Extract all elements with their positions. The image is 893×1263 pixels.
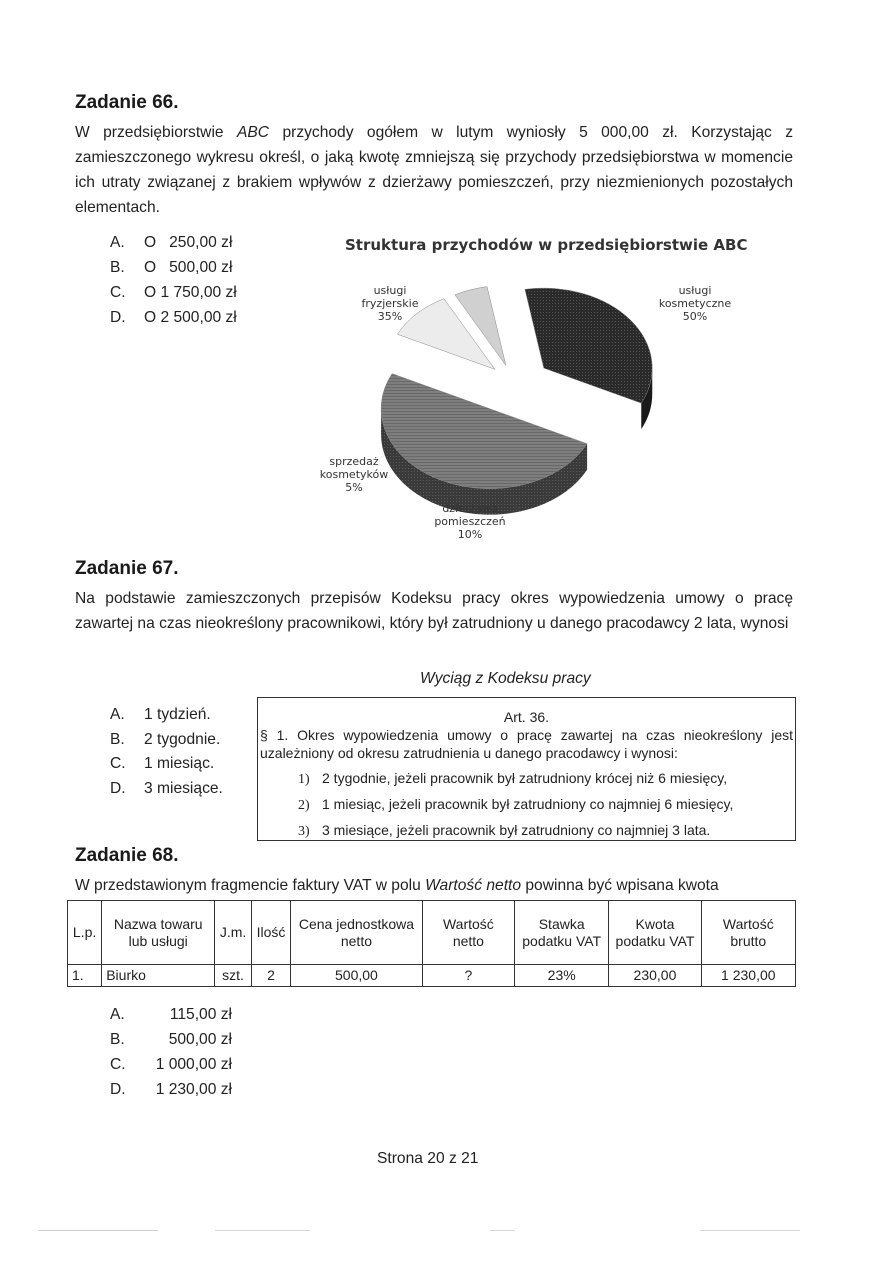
task66-question-part1: W przedsiębiorstwie (75, 124, 237, 141)
option-text: 1 230,00 zł (155, 1081, 232, 1098)
option-text: O 250,00 zł (144, 234, 233, 251)
option-text: 1 miesiąc. (144, 755, 215, 772)
option-letter: B. (110, 259, 125, 276)
cell-gross-value: 1 230,00 (701, 965, 795, 987)
task68-heading: Zadanie 68. (75, 845, 179, 866)
slice-label-line: kosmetyczne (658, 297, 732, 310)
task67-options (110, 703, 223, 801)
slice-label-line: usługi (373, 284, 407, 297)
header-cell: Kwota podatku VAT (609, 901, 701, 965)
task66-question (75, 120, 793, 220)
point-text: 3 miesiące, jeżeli pracownik był zatrudniony co najmniej 3 lata. (322, 822, 711, 838)
task66-option-d[interactable] (110, 305, 237, 330)
option-text: 115,00 zł (169, 1006, 232, 1023)
slice-label-line: fryzjerskie (361, 297, 419, 310)
option-text: O 2 500,00 zł (144, 309, 237, 326)
article-paragraph: § 1. Okres wypowiedzenia umowy o pracę zawartej na czas nieokreślony jest uzależniony od okresu zatrudnienia u danego pracodawcy i wynosi: (260, 727, 793, 761)
invoice-table (67, 900, 796, 987)
cell-quantity: 2 (251, 965, 290, 987)
option-text: 1 tydzień. (144, 706, 211, 723)
header-cell: J.m. (215, 901, 252, 965)
excerpt-title: Wyciąg z Kodeksu pracy (420, 670, 591, 687)
slice-label-sprzedaz (314, 455, 394, 494)
chart-title: Struktura przychodów w przedsiębiorstwie ABC (345, 236, 748, 254)
point-number: 1) (298, 772, 310, 787)
task67-option-b[interactable] (110, 728, 223, 753)
slice-label-line: usługi (678, 284, 712, 297)
pie-slice-kosmetyczne (381, 374, 587, 515)
task67-heading: Zadanie 67. (75, 558, 179, 579)
option-letter: A. (110, 234, 125, 251)
article-point (298, 818, 795, 844)
scan-artifact (700, 1230, 800, 1231)
cell-unit-price: 500,00 (291, 965, 423, 987)
invoice-row (68, 965, 796, 987)
task67-option-a[interactable] (110, 703, 223, 728)
scan-artifact (215, 1230, 310, 1231)
option-text: 2 tygodnie. (144, 730, 221, 748)
cell-net-value: ? (422, 965, 514, 987)
option-text: O 1 750,00 zł (144, 284, 237, 301)
task68-option-b[interactable] (110, 1027, 232, 1052)
header-cell: Cena jednostkowa netto (291, 901, 423, 965)
slice-label-line: kosmetyków (319, 468, 389, 481)
option-letter: B. (110, 1031, 125, 1048)
option-letter: C. (110, 1056, 126, 1073)
article-number: Art. 36. (503, 709, 550, 725)
option-letter: C. (110, 284, 126, 301)
task68-field-name: Wartość netto (425, 877, 522, 894)
invoice-header-row (68, 901, 796, 965)
point-text: 1 miesiąc, jeżeli pracownik był zatrudniony co najmniej 6 miesięcy, (322, 796, 734, 812)
task68-option-a[interactable] (110, 1002, 232, 1027)
option-letter: B. (110, 730, 125, 748)
slice-label-kosmetyczne (650, 284, 740, 323)
slice-label-dzierzawa (430, 502, 510, 541)
option-letter: D. (110, 1081, 126, 1098)
task68-question-part2: powinna być wpisana kwota (521, 877, 719, 894)
slice-label-line: dzierżawa (442, 502, 498, 515)
option-text: 1 000,00 zł (155, 1056, 232, 1073)
header-cell: Wartość brutto (701, 901, 795, 965)
task67-option-c[interactable] (110, 752, 223, 777)
page-number: Strona 20 z 21 (377, 1150, 479, 1167)
option-letter: D. (110, 779, 126, 797)
task66-option-c[interactable] (110, 280, 237, 305)
task68-options (110, 1002, 232, 1102)
task66-option-a[interactable] (110, 230, 237, 255)
slice-label-fryzjerskie (350, 284, 430, 323)
scan-artifact (490, 1230, 515, 1231)
header-cell: L.p. (68, 901, 102, 965)
option-letter: D. (110, 309, 126, 326)
task68-question-part1: W przedstawionym fragmencie faktury VAT w polu (75, 877, 426, 894)
option-letter: A. (110, 706, 125, 723)
cell-vat-amount: 230,00 (609, 965, 701, 987)
slice-percent: 50% (682, 310, 708, 323)
pie-slice-top (525, 288, 652, 403)
point-number: 2) (298, 798, 310, 813)
option-text: 500,00 zł (168, 1031, 232, 1048)
slice-percent: 5% (345, 481, 363, 494)
task66-options (110, 230, 237, 330)
article-point (298, 792, 795, 818)
scan-artifact (38, 1230, 158, 1231)
option-text: 3 miesiące. (144, 779, 223, 797)
task66-option-b[interactable] (110, 255, 237, 280)
slice-label-line: sprzedaż (329, 455, 379, 468)
cell-unit: szt. (215, 965, 252, 987)
task66-company-name: ABC (236, 124, 270, 141)
header-cell: Ilość (251, 901, 290, 965)
header-cell: Nazwa towaru lub usługi (102, 901, 215, 965)
task66-heading: Zadanie 66. (75, 92, 179, 113)
task68-question (75, 873, 793, 898)
header-cell: Stawka podatku VAT (515, 901, 609, 965)
cell-name: Biurko (102, 965, 215, 987)
slice-percent: 10% (457, 528, 483, 541)
code-excerpt-box (257, 697, 796, 841)
slice-label-line: pomieszczeń (434, 515, 506, 528)
option-letter: A. (110, 1006, 125, 1023)
header-cell: Wartość netto (422, 901, 514, 965)
task68-option-c[interactable] (110, 1052, 232, 1077)
article-points (258, 766, 795, 844)
pie-slice-fryzjerskie (525, 288, 652, 429)
cell-lp: 1. (68, 965, 102, 987)
point-number: 3) (298, 824, 310, 839)
cell-vat-rate: 23% (515, 965, 609, 987)
task66-question-part2: przychody ogółem w lutym wyniosły 5 000,00 zł. Korzystając z zamieszczonego wykresu określ, o jaką kwotę zmniejszą się przychody przedsiębiorstwa w momencie ich utraty związanej z brakiem wpływów z dzierżawy pomieszczeń, przy niezmienionych pozostałych elementach. (75, 124, 793, 216)
slice-percent: 35% (377, 310, 403, 323)
article-point (298, 766, 795, 792)
task67-option-d[interactable] (110, 777, 223, 802)
task68-option-d[interactable] (110, 1077, 232, 1102)
point-text: 2 tygodnie, jeżeli pracownik był zatrudniony krócej niż 6 miesięcy, (322, 770, 728, 786)
option-text: O 500,00 zł (144, 259, 233, 276)
task67-question: Na podstawie zamieszczonych przepisów Kodeksu pracy okres wypowiedzenia umowy o pracę zawartej na czas nieokreślony pracownikowi, który był zatrudniony u danego pracodawcy 2 lata, wynosi (75, 590, 793, 632)
option-letter: C. (110, 755, 126, 772)
